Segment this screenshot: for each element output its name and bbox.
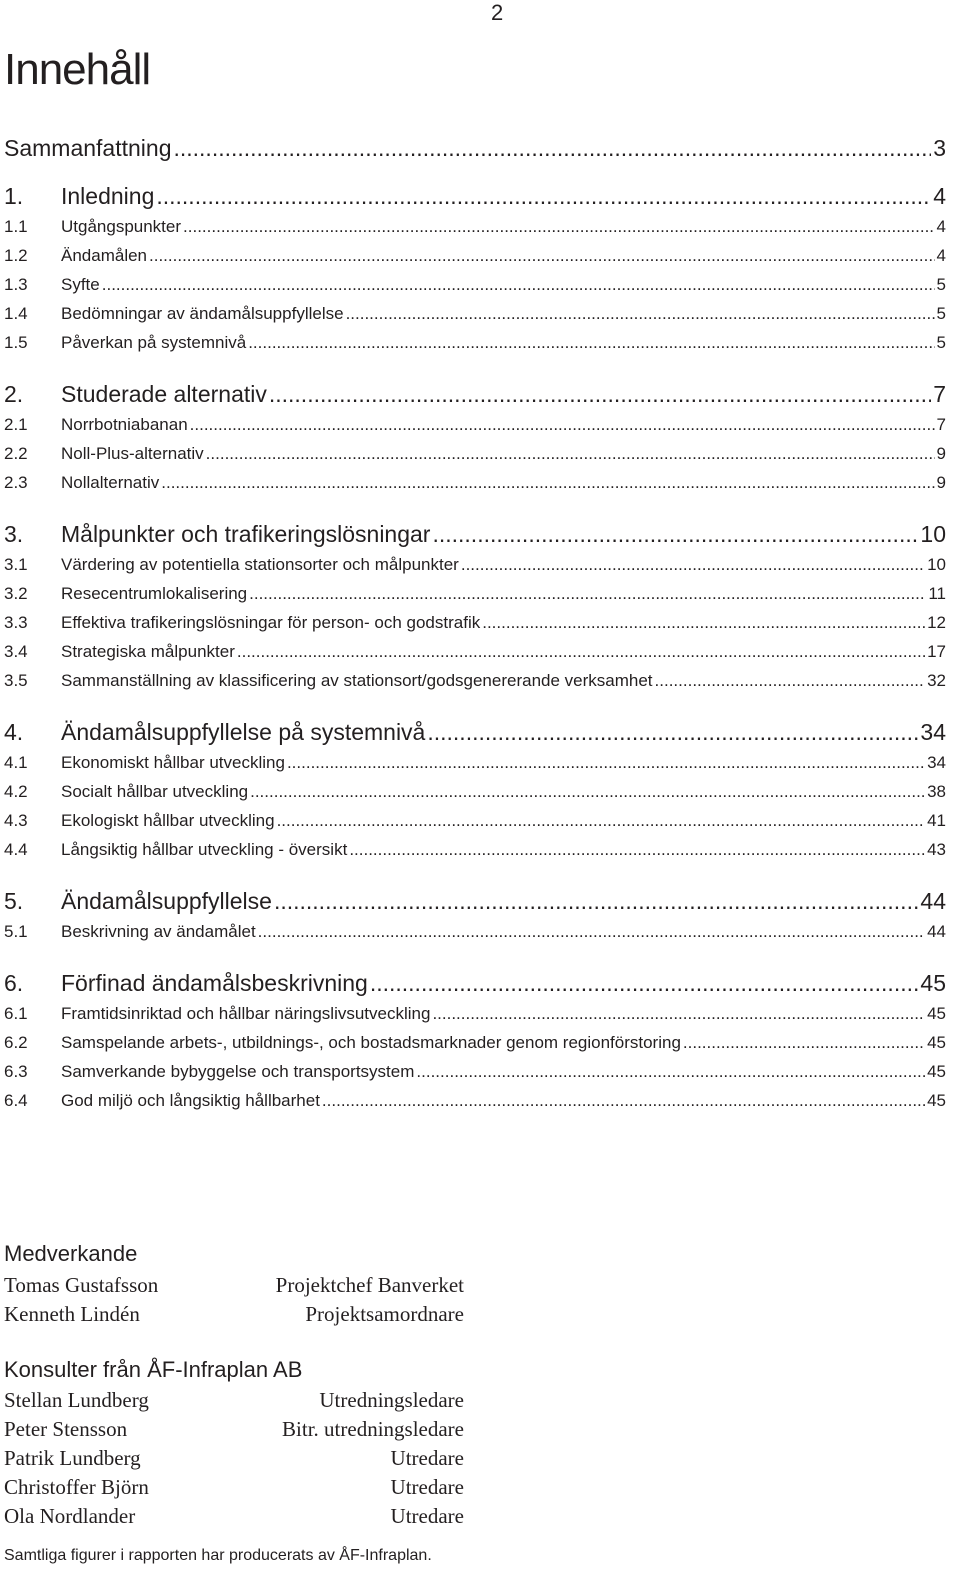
toc-entry-number: 6. xyxy=(4,970,24,996)
toc-entry[interactable] xyxy=(4,718,946,746)
toc-entry[interactable] xyxy=(4,921,946,943)
toc-dot-leader xyxy=(287,752,925,774)
toc-entry[interactable] xyxy=(4,303,946,325)
toc-entry-number: 6.1 xyxy=(4,1004,28,1023)
toc-entry-label: Ändamålsuppfyllelse på systemnivå xyxy=(61,719,426,745)
toc-entry-label: Långsiktig hållbar utveckling - översikt xyxy=(61,840,348,859)
credit-row xyxy=(4,1300,464,1328)
toc-entry-number: 1.2 xyxy=(4,246,28,265)
toc-entry-number: 2. xyxy=(4,381,24,407)
toc-entry-number: 4.1 xyxy=(4,753,28,772)
toc-dot-leader xyxy=(269,380,931,408)
toc-entry-page: 10 xyxy=(927,555,946,574)
toc-entry-number: 3.5 xyxy=(4,671,28,690)
credit-row xyxy=(4,1502,464,1530)
toc-entry[interactable] xyxy=(4,810,946,832)
toc-entry[interactable] xyxy=(4,216,946,238)
toc-entry-label: God miljö och långsiktig hållbarhet xyxy=(61,1091,320,1110)
toc-entry[interactable] xyxy=(4,969,946,997)
toc-dot-leader xyxy=(249,583,926,605)
toc-entry-label: Ändamålen xyxy=(61,246,148,265)
toc-entry[interactable] xyxy=(4,1090,946,1112)
toc-entry-label: Norrbotniabanan xyxy=(61,415,188,434)
toc-dot-leader xyxy=(274,887,918,915)
toc-entry-number: 4.3 xyxy=(4,811,28,830)
toc-entry-label: Resecentrumlokalisering xyxy=(61,584,248,603)
toc-entry[interactable] xyxy=(4,887,946,915)
toc-entry[interactable] xyxy=(4,583,946,605)
person-name: Ola Nordlander xyxy=(4,1504,136,1528)
toc-dot-leader xyxy=(258,921,925,943)
toc-entry[interactable] xyxy=(4,332,946,354)
toc-entry-number: 3.1 xyxy=(4,555,28,574)
toc-entry-page: 45 xyxy=(920,970,946,996)
toc-entry-label: Ekonomiskt hållbar utveckling xyxy=(61,753,285,772)
toc-dot-leader xyxy=(322,1090,925,1112)
page-number: 2 xyxy=(491,0,504,25)
toc-entry-page: 32 xyxy=(927,671,946,690)
toc-dot-leader xyxy=(156,182,931,210)
toc-dot-leader xyxy=(482,612,925,634)
toc-entry[interactable] xyxy=(4,520,946,548)
toc-entry-page: 5 xyxy=(936,304,946,323)
toc-entry-number: 5. xyxy=(4,888,24,914)
toc-entry-label: Noll-Plus-alternativ xyxy=(61,444,204,463)
toc-dot-leader xyxy=(248,332,934,354)
toc-dot-leader xyxy=(206,443,935,465)
toc-entry-page: 5 xyxy=(936,333,946,352)
toc-dot-leader xyxy=(346,303,935,325)
credit-row xyxy=(4,1415,464,1443)
toc-entry-label: Ändamålsuppfyllelse xyxy=(61,888,272,914)
toc-dot-leader xyxy=(461,554,925,576)
toc-entry-number: 1.4 xyxy=(4,304,28,323)
person-role: Utredare xyxy=(390,1475,464,1499)
toc-dot-leader xyxy=(102,274,935,296)
toc-entry-number: 3.3 xyxy=(4,613,28,632)
toc-dot-leader xyxy=(190,414,935,436)
toc-entry[interactable] xyxy=(4,670,946,692)
konsulter-heading: Konsulter från ÅF-Infraplan AB xyxy=(4,1357,303,1382)
toc-entry-label: Sammanställning av klassificering av stationsort/godsgenererande verksamhet xyxy=(61,671,653,690)
toc-entry-label: Förfinad ändamålsbeskrivning xyxy=(61,970,368,996)
toc-entry-page: 12 xyxy=(927,613,946,632)
toc-entry-number: 4.4 xyxy=(4,840,28,859)
person-role: Utredare xyxy=(390,1446,464,1470)
toc-entry[interactable] xyxy=(4,781,946,803)
person-name: Peter Stensson xyxy=(4,1417,128,1441)
person-role: Projektsamordnare xyxy=(305,1302,464,1326)
toc-entry[interactable] xyxy=(4,1061,946,1083)
toc-entry[interactable] xyxy=(4,380,946,408)
toc-entry-number: 5.1 xyxy=(4,922,28,941)
toc-entry-number: 2.1 xyxy=(4,415,28,434)
medverkande-heading: Medverkande xyxy=(4,1241,138,1266)
toc-entry-page: 7 xyxy=(936,415,946,434)
toc-entry[interactable] xyxy=(4,472,946,494)
toc-entry-label: Sammanfattning xyxy=(4,135,172,161)
toc-entry-page: 4 xyxy=(936,217,946,236)
toc-entry-page: 43 xyxy=(927,840,946,859)
toc-entry-number: 6.2 xyxy=(4,1033,28,1052)
toc-entry-page: 9 xyxy=(936,473,946,492)
person-name: Christoffer Björn xyxy=(4,1475,149,1499)
person-role: Bitr. utredningsledare xyxy=(282,1417,464,1441)
toc-entry-number: 2.3 xyxy=(4,473,28,492)
toc-entry-number: 3.4 xyxy=(4,642,28,661)
person-name: Tomas Gustafsson xyxy=(4,1273,159,1297)
person-name: Patrik Lundberg xyxy=(4,1446,141,1470)
toc-entry-page: 7 xyxy=(933,381,946,407)
credit-row xyxy=(4,1386,464,1414)
toc-entry[interactable] xyxy=(4,443,946,465)
toc-entry-number: 6.3 xyxy=(4,1062,28,1081)
toc-entry[interactable] xyxy=(4,1003,946,1025)
toc-dot-leader xyxy=(370,969,919,997)
toc-entry-number: 2.2 xyxy=(4,444,28,463)
toc-entry[interactable] xyxy=(4,612,946,634)
toc-dot-leader xyxy=(161,472,934,494)
toc-entry-page: 9 xyxy=(936,444,946,463)
person-role: Utredare xyxy=(390,1504,464,1528)
toc-entry-page: 34 xyxy=(920,719,946,745)
toc-entry-number: 3.2 xyxy=(4,584,28,603)
toc-dot-leader xyxy=(432,520,918,548)
person-role: Projektchef Banverket xyxy=(275,1273,464,1297)
toc-entry-page: 3 xyxy=(933,135,946,161)
toc-dot-leader xyxy=(183,216,935,238)
toc-dot-leader xyxy=(349,839,925,861)
credit-row xyxy=(4,1473,464,1501)
toc-entry-number: 4. xyxy=(4,719,24,745)
footnote: Samtliga figurer i rapporten har producerats av ÅF-Infraplan. xyxy=(4,1547,432,1564)
toc-entry-page: 45 xyxy=(927,1033,946,1052)
toc-entry-label: Utgångspunkter xyxy=(61,217,182,236)
toc-entry-label: Beskrivning av ändamålet xyxy=(61,922,256,941)
toc-entry-page: 45 xyxy=(927,1091,946,1110)
person-name: Kenneth Lindén xyxy=(4,1302,140,1326)
toc-dot-leader xyxy=(655,670,926,692)
toc-entry-label: Nollalternativ xyxy=(61,473,160,492)
toc-entry[interactable] xyxy=(4,641,946,663)
toc-entry-number: 6.4 xyxy=(4,1091,28,1110)
toc-entry[interactable] xyxy=(4,245,946,267)
toc-entry-label: Påverkan på systemnivå xyxy=(61,333,247,352)
toc-entry-page: 11 xyxy=(928,584,946,603)
toc-dot-leader xyxy=(683,1032,925,1054)
toc-entry-page: 5 xyxy=(936,275,946,294)
toc-dot-leader xyxy=(427,718,918,746)
toc-entry-page: 10 xyxy=(920,521,946,547)
toc-entry-page: 41 xyxy=(927,811,946,830)
toc-dot-leader xyxy=(149,245,935,267)
person-role: Utredningsledare xyxy=(319,1388,464,1412)
toc-dot-leader xyxy=(277,810,926,832)
toc-entry-page: 17 xyxy=(927,642,946,661)
toc-entry-page: 34 xyxy=(927,753,946,772)
toc-entry-page: 44 xyxy=(927,922,946,941)
toc-entry[interactable] xyxy=(4,182,946,210)
toc-dot-leader xyxy=(173,134,931,162)
toc-entry-label: Målpunkter och trafikeringslösningar xyxy=(61,521,431,547)
toc-entry[interactable] xyxy=(4,1032,946,1054)
toc-entry-page: 38 xyxy=(927,782,946,801)
toc-entry[interactable] xyxy=(4,274,946,296)
toc-entry-label: Värdering av potentiella stationsorter och målpunkter xyxy=(61,555,459,574)
toc-dot-leader xyxy=(416,1061,925,1083)
toc-entry-label: Samspelande arbets-, utbildnings-, och bostadsmarknader genom regionförstoring xyxy=(61,1033,681,1052)
toc-dot-leader xyxy=(237,641,925,663)
page-title: Innehåll xyxy=(4,45,151,94)
toc-entry-number: 1.1 xyxy=(4,217,28,236)
toc-entry-page: 4 xyxy=(936,246,946,265)
toc-entry-page: 4 xyxy=(933,183,946,209)
toc-entry[interactable] xyxy=(4,554,946,576)
toc-entry-page: 45 xyxy=(927,1004,946,1023)
toc-entry-label: Samverkande bybyggelse och transportsystem xyxy=(61,1062,415,1081)
toc-entry-label: Strategiska målpunkter xyxy=(61,642,235,661)
credit-row xyxy=(4,1444,464,1472)
toc-entry-label: Bedömningar av ändamålsuppfyllelse xyxy=(61,304,344,323)
toc-entry-number: 3. xyxy=(4,521,24,547)
toc-entry-label: Socialt hållbar utveckling xyxy=(61,782,249,801)
credit-row xyxy=(4,1271,464,1299)
toc-entry-label: Framtidsinriktad och hållbar näringslivsutveckling xyxy=(61,1004,431,1023)
toc-entry[interactable] xyxy=(4,414,946,436)
toc-entry-label: Studerade alternativ xyxy=(61,381,267,407)
toc-entry-label: Inledning xyxy=(61,183,155,209)
toc-dot-leader xyxy=(432,1003,925,1025)
toc-entry-number: 1. xyxy=(4,183,24,209)
toc-entry-number: 4.2 xyxy=(4,782,28,801)
toc-dot-leader xyxy=(250,781,925,803)
toc-entry-label: Ekologiskt hållbar utveckling xyxy=(61,811,275,830)
toc-entry-number: 1.5 xyxy=(4,333,28,352)
toc-entry-number: 1.3 xyxy=(4,275,28,294)
toc-entry[interactable] xyxy=(4,839,946,861)
toc-entry[interactable] xyxy=(4,752,946,774)
toc-entry-label: Effektiva trafikeringslösningar för person- och godstrafik xyxy=(61,613,481,632)
toc-entry[interactable] xyxy=(4,134,946,162)
person-name: Stellan Lundberg xyxy=(4,1388,149,1412)
toc-entry-page: 45 xyxy=(927,1062,946,1081)
toc-entry-label: Syfte xyxy=(61,275,100,294)
toc-entry-page: 44 xyxy=(920,888,946,914)
